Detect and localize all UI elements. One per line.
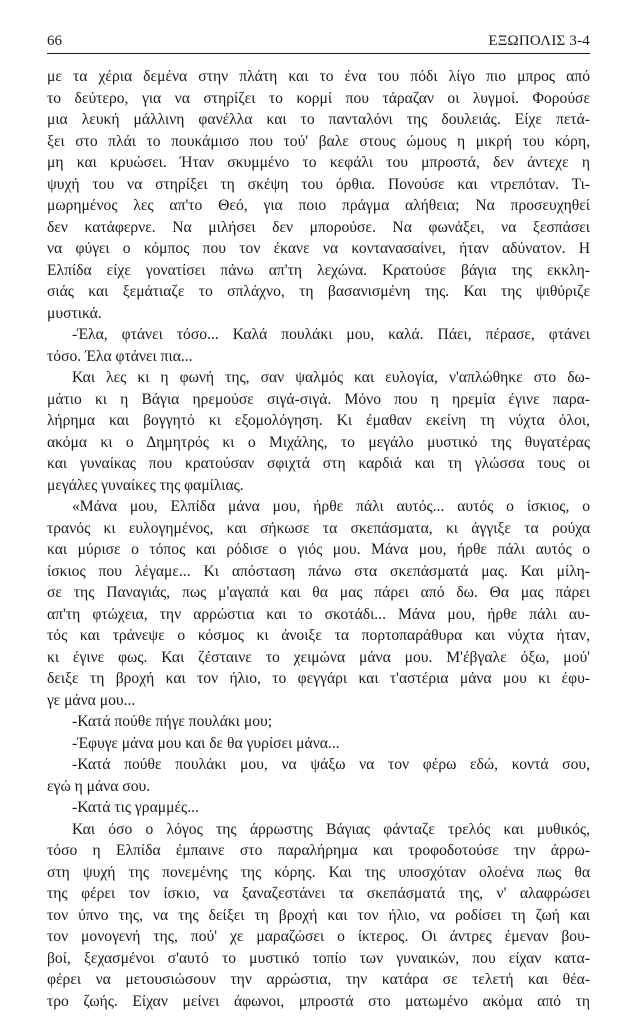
text-line: τον μονογενή της, πού' χε μαραζώσει ο ίκτερος. Οι άντρες έμεναν βου- (47, 928, 590, 945)
text-line: απ'τη φτώχεια, την αρρώστια και το σκοτάδι... Μάνα μου, ήρθε πάλι αυ- (47, 605, 590, 623)
text-line: τός και τράνεψε ο κόσμος κι άνοιξε τα πορτοπαράθυρα και νύχτα ήταν, (47, 627, 590, 644)
text-line: τρανός κι ευλογημένος, και σήκωσε τα σκεπάσματα, κι άγγιξε τα ρούχα (47, 519, 590, 537)
text-line: το δεύτερο, για να στηρίζει το κορμί που τάραζαν οι λυγμοί. Φορούσε (47, 89, 590, 107)
text-line: και γυναίκας που κρατούσαν σφιχτά στη καρδιά και τη γλώσσα τους οι (47, 455, 590, 472)
text-line: -Κατά πούθε πήγε πουλάκι μου; (72, 713, 273, 730)
text-line: μια λευκή μάλλινη φανέλλα και το πανταλόνι της δουλειάς. Είχε πετά- (47, 111, 590, 128)
text-line: και μύρισε ο τόπος και ρόδισε ο γιός μου. Μάνα μου, ήρθε πάλι αυτός ο (47, 541, 590, 558)
text-line: βοί, ξεχασμένοι σ'αυτό το μυστικό τοπίο των γυναικών, που είχαν κατα- (47, 949, 590, 967)
text-line: μη και κρυώσει. Ήταν σκυμμένο το κεφάλι του μπροστά, δεν άντεχε η (47, 154, 590, 171)
text-line: με τα χέρια δεμένα στην πλάτη και το ένα του πόδι λίγο πιο μπρος από (47, 68, 590, 85)
text-line: μυστικά. (47, 304, 102, 322)
text-line: δεν κατάφερνε. Να μιλήσει δεν μπορούσε. Να φωνάξει, να ξεσπάσει (47, 218, 590, 236)
text-line: ίσκιος που λέγαμε... Κι απόσταση πάνω στα σκεπάσματά μας. Και μίλη- (47, 562, 590, 580)
text-line: γε μάνα μου... (47, 691, 136, 709)
text-line: μωρημένος λες απ'το Θεό, για ποιο πράγμα αλήθεια; Να προσευχηθεί (47, 197, 590, 214)
text-line: μεγάλες γυναίκες της φαμίλιας. (47, 476, 244, 494)
text-line: Ελπίδα είχε γονατίσει πάνω απ'τη λεχώνα. Κρατούσε βάγια της εκκλη- (47, 261, 590, 279)
text-line: ακόμα κι ο Δημητρός κι ο Μιχάλης, το μεγάλο μυστικό της θυγατέρας (47, 433, 590, 451)
text-line: σιάς και ξεμάτιαζε το σπλάχνο, τη βασανισμένη της. Και της ψιθύριζε (47, 283, 590, 300)
text-line: -Έλα, φτάνει τόσο... Καλά πουλάκι μου, καλά. Πάει, πέρασε, φτάνει (72, 326, 590, 343)
text-line: Και λες κι η φωνή της, σαν ψαλμός και ευλογία, ν'απλώθηκε στο δω- (72, 369, 590, 386)
text-line: της φέρει τον ίσκιο, να ξαναζεστάνει τα σκεπάσματά της, ν' αλαφρώσει (47, 885, 590, 902)
text-line: ψυχή του να στηρίξει τη σκέψη του όρθια. Πονούσε και ντρεπόταν. Τι- (47, 175, 590, 193)
text-line: «Μάνα μου, Ελπίδα μάνα μου, ήρθε πάλι αυτός... αυτός ο ίσκιος, ο (72, 498, 590, 515)
text-line: τρο ζωής. Είχαν μείνει άφωνοι, μπροστά στο ματωμένο ακόμα από τη (47, 992, 590, 1010)
page-number: 66 (47, 33, 62, 49)
text-line: μάτιο κι η Βάγια ηρεμούσε σιγά-σιγά. Μόνο που η ηρεμία έγινε παρα- (47, 390, 590, 408)
text-line: στη ψυχή της πονεμένης της κόρης. Και της υποσχόταν ολοένα πως θα (47, 863, 590, 881)
text-line: Και όσο ο λόγος της άρρωστης Βάγιας φάνταζε τρελός και μυθικός, (72, 820, 590, 838)
text-line: τόσο η Ελπίδα έμπαινε στο παραλήρημα και τροφοδοτούσε την άρρω- (47, 842, 590, 859)
text-line: σε της Παναγιάς, πως μ'αγαπά και θα μας πάρει από δω. Θα μας πάρει (47, 584, 590, 601)
text-line: δειξε τη βροχή και τον ήλιο, το φεγγάρι και τ'αστέρια μάνα μου κι έφυ- (47, 670, 590, 687)
journal-title: ΕΞΩΠΟΛΙΣ 3-4 (488, 33, 590, 49)
text-line: κι έγινε φως. Και ζέσταινε το χειμώνα μάνα μου. Μ'έβγαλε όξω, μού' (47, 648, 590, 666)
text-line: εγώ η μάνα σου. (47, 777, 151, 795)
header-rule (47, 53, 590, 54)
text-line: τον ύπνο της, να της δείξει τη βροχή και τον ήλιο, να ροδίσει τη ζωή και (47, 906, 590, 924)
text-line: ξει στο πλάι το πουκάμισο που τού' βαλε στους ώμους η μικρή του κόρη, (47, 132, 590, 150)
text-line: να φύγει ο κόμπος που τον έκανε να κοντανασαίνει, ήταν αδύνατον. Η (47, 240, 590, 257)
text-line: λήρημα και βογγητό κι εξομολόγηση. Κι έμαθαν εκείνη τη νύχτα όλοι, (47, 412, 590, 429)
text-line: τόσο. Έλα φτάνει πια... (47, 347, 193, 365)
text-line: -Κατά τις γραμμές... (72, 799, 199, 816)
running-head (47, 31, 590, 51)
text-line: -Έφυγε μάνα μου και δε θα γυρίσει μάνα... (72, 734, 340, 752)
text-line: -Κατά πούθε πουλάκι μου, να ψάξω να τον φέρω εδώ, κοντά σου, (72, 756, 590, 773)
body-text (47, 66, 590, 1012)
text-line: φέρει να μετουσιώσουν την αρρώστια, την κατάρα σε τελετή και θέα- (47, 971, 590, 988)
